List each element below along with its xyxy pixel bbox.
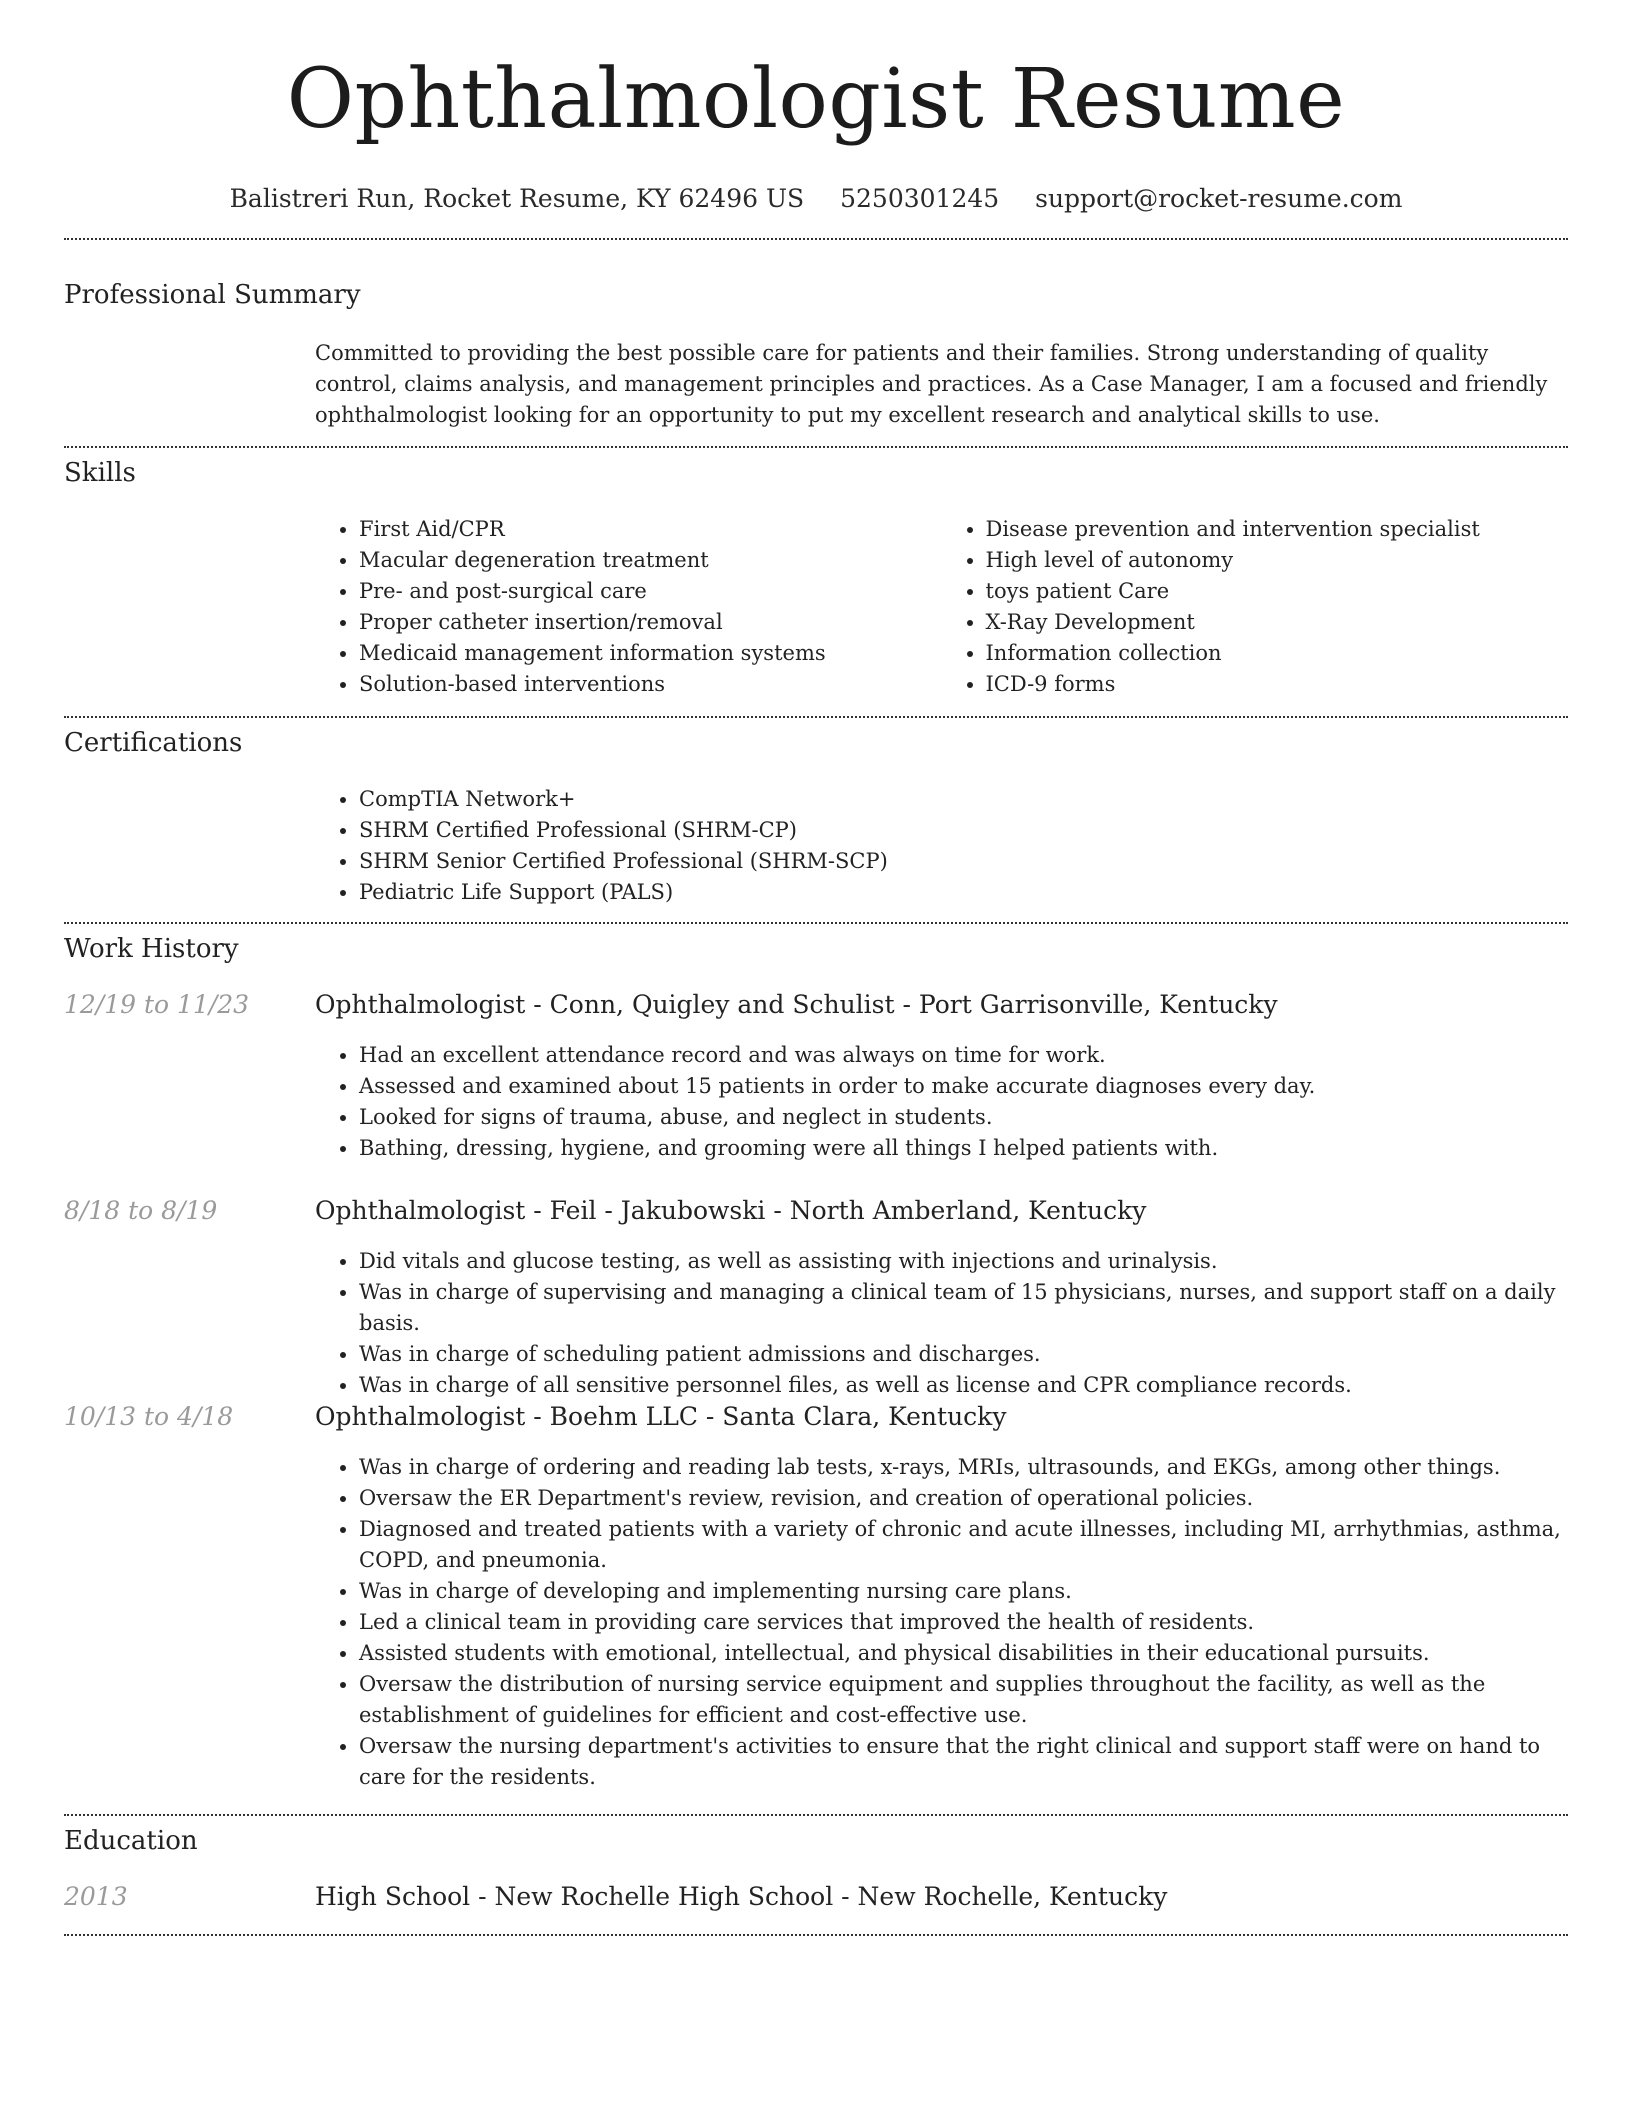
list-item: • Was in charge of scheduling patient admissions and discharges. bbox=[359, 1339, 1568, 1370]
contact-line bbox=[0, 184, 1632, 213]
list-item: • Solution-based interventions bbox=[359, 669, 942, 700]
list-item: • Was in charge of supervising and managing a clinical team of 15 physicians, nurses, and support staff on a daily basis. bbox=[359, 1277, 1568, 1339]
list-item: • High level of autonomy bbox=[986, 545, 1569, 576]
list-item: • Assisted students with emotional, intellectual, and physical disabilities in their educational pursuits. bbox=[359, 1638, 1568, 1669]
work-history-heading: Work History bbox=[64, 934, 239, 964]
certifications-section bbox=[315, 784, 1568, 908]
list-item: • Had an excellent attendance record and was always on time for work. bbox=[359, 1040, 1568, 1071]
list-item: • SHRM Certified Professional (SHRM-CP) bbox=[359, 815, 1568, 846]
job-details bbox=[315, 1452, 1568, 1793]
list-item: • CompTIA Network+ bbox=[359, 784, 1568, 815]
list-item: • Was in charge of ordering and reading lab tests, x-rays, MRIs, ultrasounds, and EKGs, among other things. bbox=[359, 1452, 1568, 1483]
skills-section bbox=[315, 514, 1568, 700]
section-divider bbox=[64, 1814, 1568, 1816]
list-item: • Was in charge of developing and implementing nursing care plans. bbox=[359, 1576, 1568, 1607]
list-item: • Oversaw the ER Department's review, revision, and creation of operational policies. bbox=[359, 1483, 1568, 1514]
page-title: Ophthalmologist Resume bbox=[286, 52, 1346, 147]
list-item: • Bathing, dressing, hygiene, and grooming were all things I helped patients with. bbox=[359, 1133, 1568, 1164]
education-title: High School - New Rochelle High School - New Rochelle, Kentucky bbox=[315, 1882, 1168, 1911]
skills-list-left bbox=[315, 514, 942, 700]
job-bullets bbox=[315, 1246, 1568, 1401]
list-item: • Pre- and post-surgical care bbox=[359, 576, 942, 607]
job-dates: 8/18 to 8/19 bbox=[64, 1196, 218, 1225]
list-item: • Assessed and examined about 15 patients in order to make accurate diagnoses every day. bbox=[359, 1071, 1568, 1102]
list-item: • Diagnosed and treated patients with a variety of chronic and acute illnesses, including MI, arrhythmias, asthma, COPD, and pneumonia. bbox=[359, 1514, 1568, 1576]
job-bullets bbox=[315, 1040, 1568, 1164]
skills-list-right bbox=[942, 514, 1569, 700]
list-item: • Macular degeneration treatment bbox=[359, 545, 942, 576]
section-divider bbox=[64, 922, 1568, 924]
skills-heading: Skills bbox=[64, 458, 136, 488]
list-item: • X-Ray Development bbox=[986, 607, 1569, 638]
list-item: • SHRM Senior Certified Professional (SHRM-SCP) bbox=[359, 846, 1568, 877]
list-item: • Disease prevention and intervention specialist bbox=[986, 514, 1569, 545]
summary-heading: Professional Summary bbox=[64, 280, 361, 310]
job-bullets bbox=[315, 1452, 1568, 1793]
list-item: • Oversaw the nursing department's activities to ensure that the right clinical and support staff were on hand to care for the residents. bbox=[359, 1731, 1568, 1793]
job-title: Ophthalmologist - Boehm LLC - Santa Clara, Kentucky bbox=[315, 1402, 1007, 1431]
list-item: • Medicaid management information systems bbox=[359, 638, 942, 669]
list-item: • First Aid/CPR bbox=[359, 514, 942, 545]
education-year: 2013 bbox=[64, 1882, 128, 1911]
list-item: • Led a clinical team in providing care services that improved the health of residents. bbox=[359, 1607, 1568, 1638]
list-item: • Did vitals and glucose testing, as well as assisting with injections and urinalysis. bbox=[359, 1246, 1568, 1277]
list-item: • Looked for signs of trauma, abuse, and neglect in students. bbox=[359, 1102, 1568, 1133]
education-heading: Education bbox=[64, 1826, 198, 1856]
summary-text: Committed to providing the best possible care for patients and their families. Strong understanding of quality control, claims analysis, and management principles and practices. As a Case Manager, I am a focused and friendly ophthalmologist looking for an opportunity to put my excellent research and analytical skills to use. bbox=[315, 341, 1548, 427]
address-text: Balistreri Run, Rocket Resume, KY 62496 US bbox=[229, 184, 805, 213]
job-title: Ophthalmologist - Conn, Quigley and Schulist - Port Garrisonville, Kentucky bbox=[315, 990, 1278, 1019]
job-dates: 12/19 to 11/23 bbox=[64, 990, 250, 1019]
list-item: • Information collection bbox=[986, 638, 1569, 669]
phone-text: 5250301245 bbox=[840, 184, 1000, 213]
certifications-list bbox=[315, 784, 1568, 908]
list-item: • toys patient Care bbox=[986, 576, 1569, 607]
resume-header bbox=[0, 0, 1632, 213]
job-details bbox=[315, 1246, 1568, 1401]
section-divider bbox=[64, 446, 1568, 448]
certifications-heading: Certifications bbox=[64, 728, 243, 758]
list-item: • Oversaw the distribution of nursing service equipment and supplies throughout the facility, as well as the establishment of guidelines for efficient and cost-effective use. bbox=[359, 1669, 1568, 1731]
summary-section bbox=[315, 338, 1568, 431]
list-item: • Proper catheter insertion/removal bbox=[359, 607, 942, 638]
job-details bbox=[315, 1040, 1568, 1164]
list-item: • ICD-9 forms bbox=[986, 669, 1569, 700]
list-item: • Was in charge of all sensitive personnel files, as well as license and CPR compliance records. bbox=[359, 1370, 1568, 1401]
section-divider bbox=[64, 716, 1568, 718]
email-link[interactable]: support@rocket-resume.com bbox=[1035, 184, 1403, 213]
section-divider bbox=[64, 1934, 1568, 1936]
job-title: Ophthalmologist - Feil - Jakubowski - North Amberland, Kentucky bbox=[315, 1196, 1147, 1225]
job-dates: 10/13 to 4/18 bbox=[64, 1402, 234, 1431]
list-item: • Pediatric Life Support (PALS) bbox=[359, 877, 1568, 908]
section-divider bbox=[64, 238, 1568, 240]
